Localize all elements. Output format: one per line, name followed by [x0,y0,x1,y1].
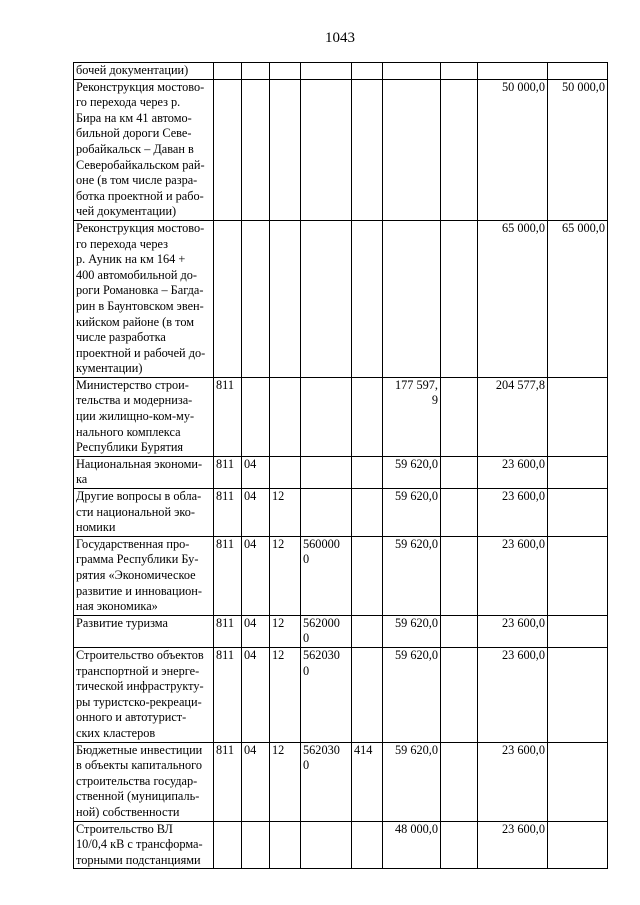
table-row [74,456,608,488]
expense-type-code [352,377,383,456]
ministry-code: 811 [214,536,242,615]
amount-col-2 [441,489,478,537]
amount-col-4 [548,489,608,537]
amount-col-4 [548,742,608,821]
subsection-code [270,821,301,869]
table-row [74,821,608,869]
amount-col-4 [548,647,608,742]
ministry-code [214,63,242,80]
ministry-code: 811 [214,456,242,488]
subsection-code: 12 [270,742,301,821]
row-name: бочей документации) [74,63,214,80]
subsection-code: 12 [270,647,301,742]
amount-col-1 [383,79,441,220]
expense-type-code [352,821,383,869]
amount-col-1: 48 000,0 [383,821,441,869]
amount-col-2 [441,456,478,488]
row-name: Строительство ВЛ 10/0,4 кВ с трансформа- торными подстанциями [74,821,214,869]
amount-col-1: 59 620,0 [383,489,441,537]
amount-col-2 [441,79,478,220]
amount-col-3: 23 600,0 [478,456,548,488]
expense-type-code [352,615,383,647]
subsection-code: 12 [270,536,301,615]
target-item-code: 562000 0 [301,615,352,647]
amount-col-4: 50 000,0 [548,79,608,220]
amount-col-3: 23 600,0 [478,647,548,742]
section-code [242,220,270,377]
subsection-code: 12 [270,489,301,537]
amount-col-2 [441,536,478,615]
table-row [74,220,608,377]
target-item-code: 562030 0 [301,647,352,742]
expense-type-code [352,456,383,488]
amount-col-2 [441,647,478,742]
subsection-code [270,220,301,377]
table-row [74,489,608,537]
amount-col-1 [383,63,441,80]
amount-col-1: 59 620,0 [383,536,441,615]
ministry-code: 811 [214,377,242,456]
ministry-code: 811 [214,647,242,742]
amount-col-2 [441,220,478,377]
target-item-code [301,489,352,537]
subsection-code: 12 [270,615,301,647]
amount-col-4 [548,536,608,615]
subsection-code [270,79,301,220]
table-row [74,742,608,821]
section-code [242,63,270,80]
amount-col-3: 50 000,0 [478,79,548,220]
table-row [74,79,608,220]
amount-col-4 [548,63,608,80]
row-name: Министерство строи- тельства и модерниза- ции жилищно-ком-му- нального комплекса Республики Бурятия [74,377,214,456]
row-name: Государственная про- грамма Республики Бу- рятия «Экономическое развитие и инновацион- ная экономика» [74,536,214,615]
section-code [242,821,270,869]
ministry-code [214,821,242,869]
ministry-code [214,220,242,377]
ministry-code: 811 [214,615,242,647]
target-item-code [301,63,352,80]
amount-col-1: 177 597, 9 [383,377,441,456]
page-number: 1043 [325,30,355,46]
table-row [74,63,608,80]
target-item-code [301,456,352,488]
row-name: Бюджетные инвестиции в объекты капитального строительства государ- ственной (муниципаль- ной) собственности [74,742,214,821]
expense-type-code [352,536,383,615]
expense-type-code [352,220,383,377]
target-item-code [301,220,352,377]
table-row [74,536,608,615]
amount-col-3: 23 600,0 [478,536,548,615]
section-code: 04 [242,536,270,615]
amount-col-3 [478,63,548,80]
amount-col-1: 59 620,0 [383,615,441,647]
amount-col-4 [548,377,608,456]
expense-type-code [352,79,383,220]
ministry-code: 811 [214,742,242,821]
amount-col-2 [441,821,478,869]
budget-table [73,62,608,869]
section-code [242,79,270,220]
target-item-code [301,821,352,869]
section-code: 04 [242,742,270,821]
target-item-code [301,79,352,220]
amount-col-3: 65 000,0 [478,220,548,377]
amount-col-3: 23 600,0 [478,489,548,537]
subsection-code [270,63,301,80]
section-code [242,377,270,456]
expense-type-code [352,647,383,742]
table-body [74,63,608,869]
subsection-code [270,456,301,488]
row-name: Реконструкция мостово- го перехода через р. Ауник на км 164 + 400 автомобильной до- роги Романовка – Багда- рин в Баунтовском эвен- кийском районе (в том числе разработка проектной и рабочей до- кументации) [74,220,214,377]
amount-col-3: 23 600,0 [478,742,548,821]
row-name: Реконструкция мостово- го перехода через р. Бира на км 41 автомо- бильной дороги Севе- робайкальск – Даван в Северобайкальском рай- оне (в том числе разра- ботка проектной и рабо- чей документации) [74,79,214,220]
amount-col-1: 59 620,0 [383,647,441,742]
amount-col-1: 59 620,0 [383,742,441,821]
ministry-code: 811 [214,489,242,537]
amount-col-2 [441,615,478,647]
section-code: 04 [242,489,270,537]
amount-col-3: 204 577,8 [478,377,548,456]
section-code: 04 [242,615,270,647]
amount-col-3: 23 600,0 [478,821,548,869]
row-name: Другие вопросы в обла- сти национальной эко- номики [74,489,214,537]
amount-col-4 [548,821,608,869]
amount-col-2 [441,63,478,80]
table-row [74,615,608,647]
amount-col-2 [441,742,478,821]
amount-col-4: 65 000,0 [548,220,608,377]
row-name: Строительство объектов транспортной и энерге- тической инфраструкту- ры туристско-рекреаци- онного и автотурист- ских кластеров [74,647,214,742]
amount-col-3: 23 600,0 [478,615,548,647]
target-item-code: 560000 0 [301,536,352,615]
target-item-code [301,377,352,456]
ministry-code [214,79,242,220]
amount-col-1 [383,220,441,377]
row-name: Развитие туризма [74,615,214,647]
amount-col-4 [548,456,608,488]
expense-type-code [352,63,383,80]
expense-type-code [352,489,383,537]
section-code: 04 [242,647,270,742]
target-item-code: 562030 0 [301,742,352,821]
subsection-code [270,377,301,456]
amount-col-2 [441,377,478,456]
table-row [74,377,608,456]
expense-type-code: 414 [352,742,383,821]
row-name: Национальная экономи- ка [74,456,214,488]
table-row [74,647,608,742]
amount-col-1: 59 620,0 [383,456,441,488]
section-code: 04 [242,456,270,488]
amount-col-4 [548,615,608,647]
